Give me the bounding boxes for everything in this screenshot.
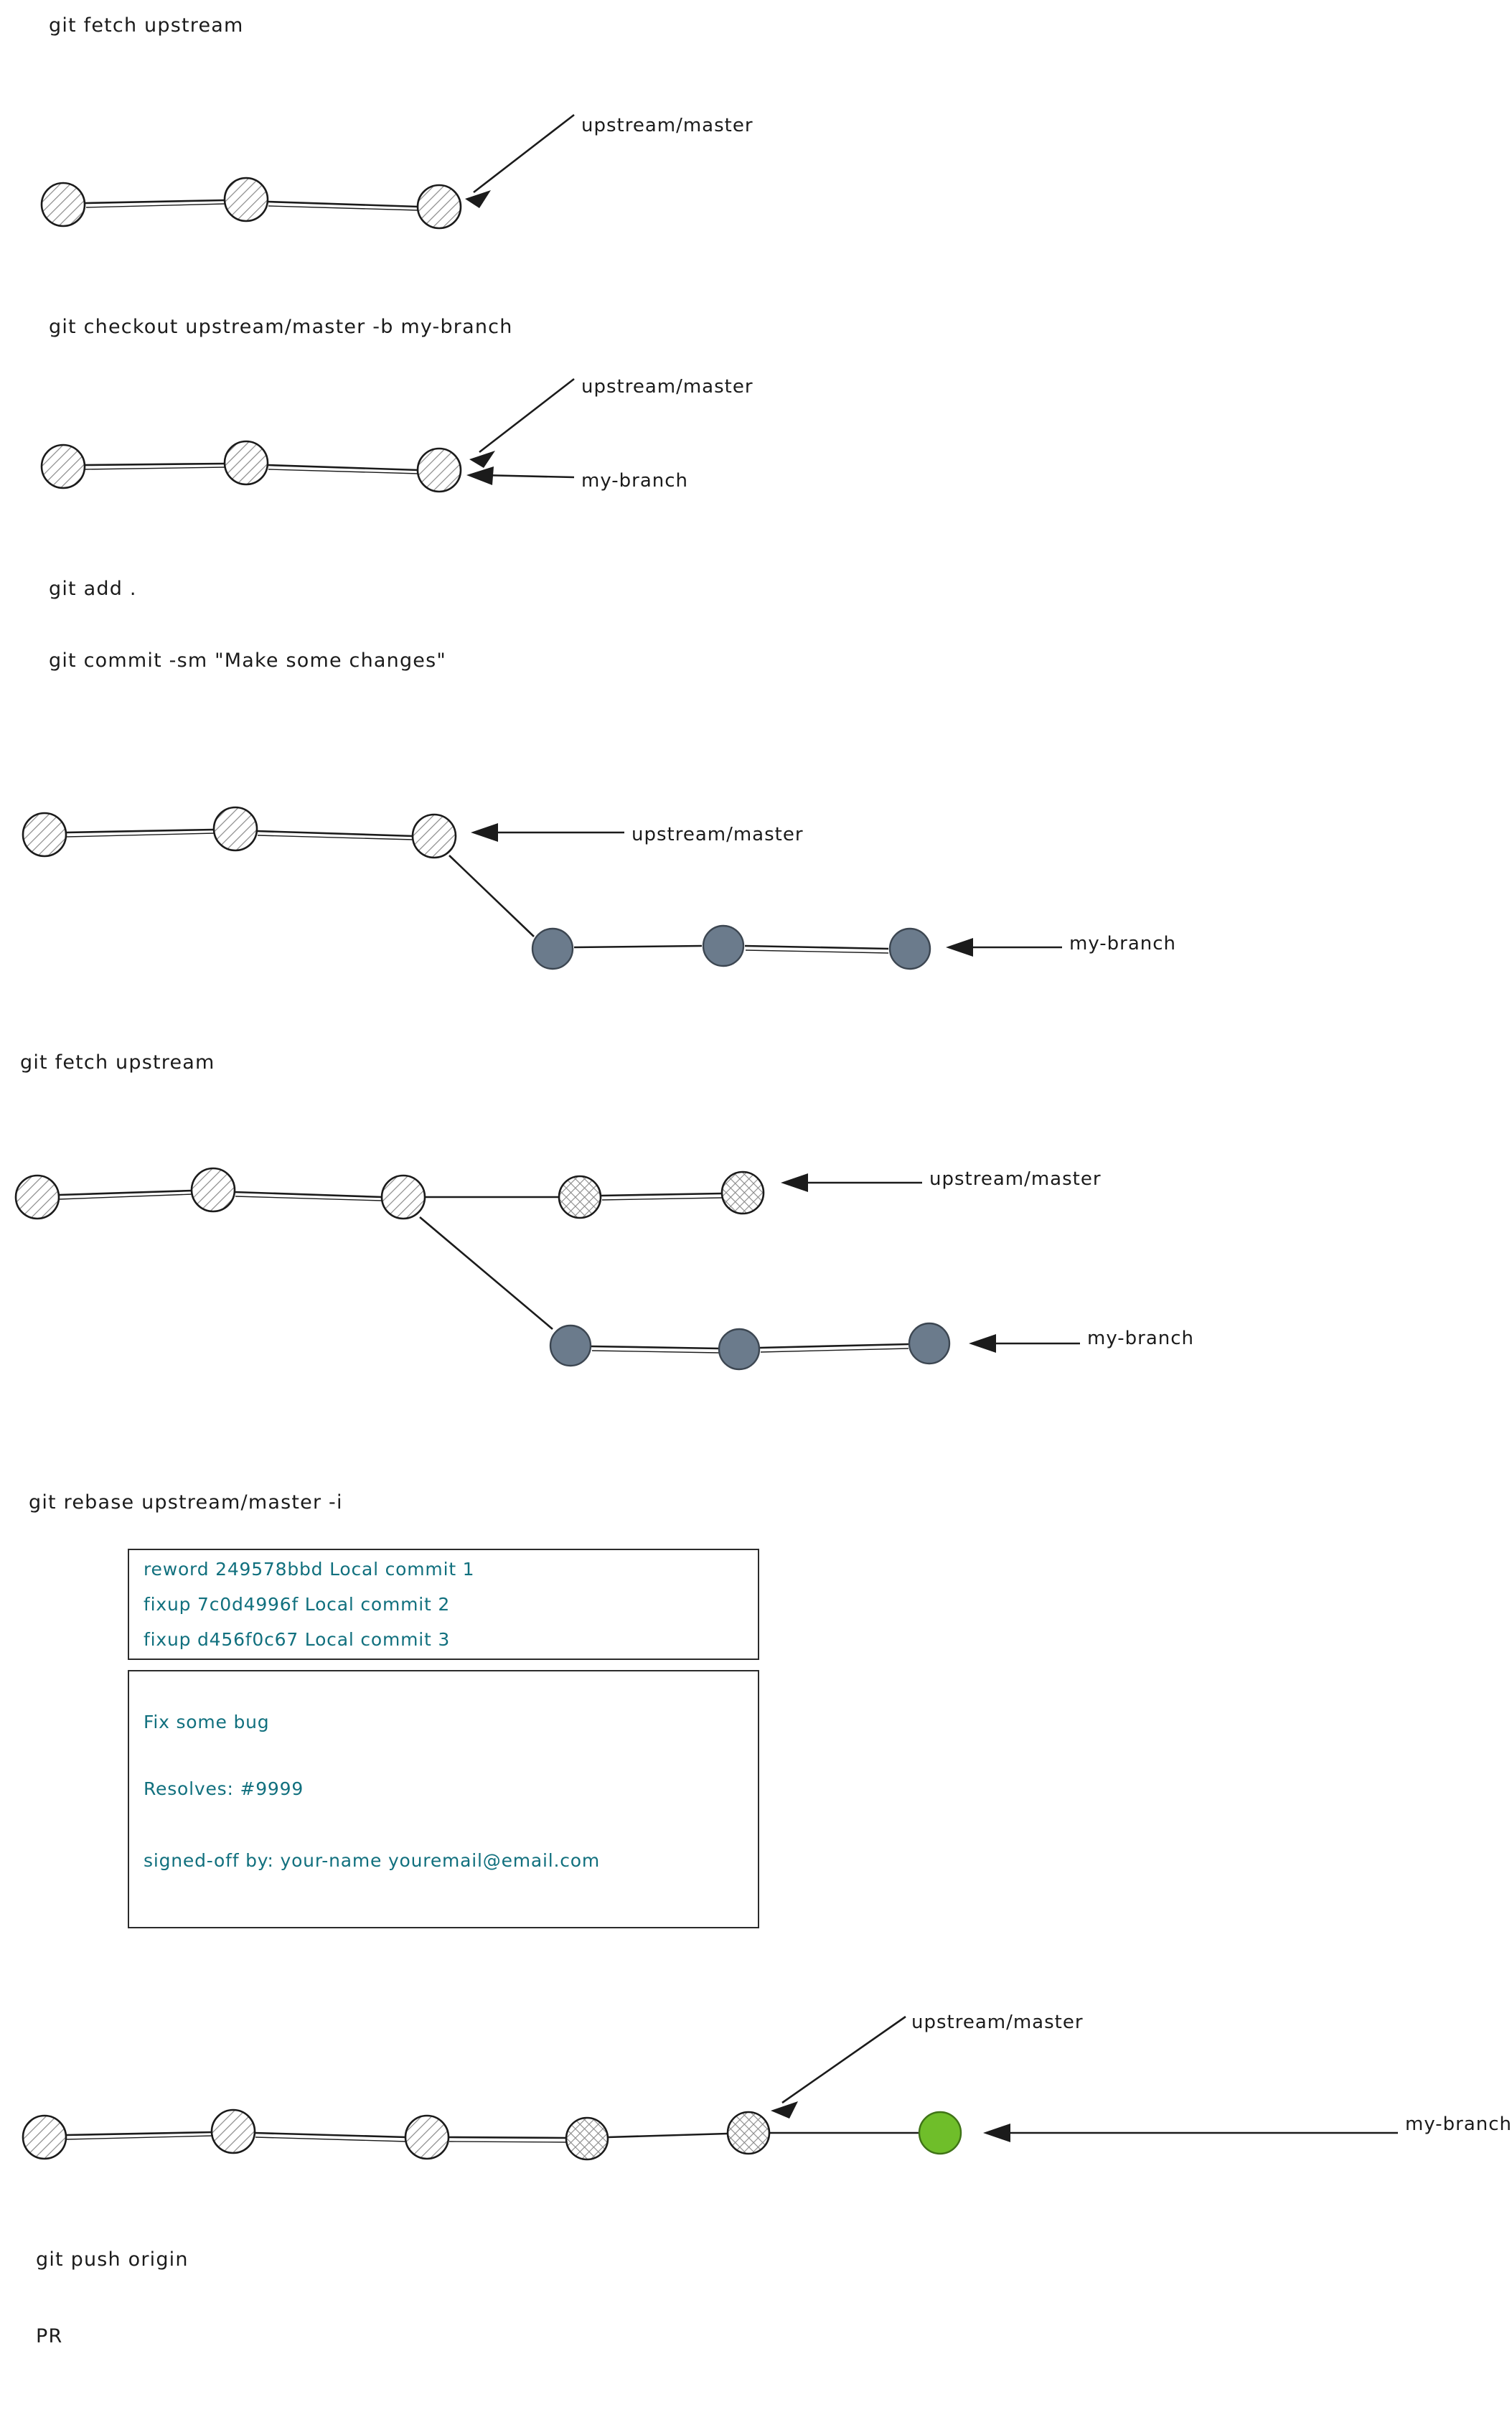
commit-node-hatched xyxy=(192,1168,235,1211)
commit-node-hatched xyxy=(225,178,268,221)
commit-node-crosshatched xyxy=(559,1176,601,1218)
label-upstream-master-4: upstream/master xyxy=(929,1168,1102,1190)
label-upstream-master-2: upstream/master xyxy=(581,376,753,398)
commit-node-hatched xyxy=(413,815,456,858)
rebase-todo-line-1: reword 249578bbd Local commit 1 xyxy=(144,1559,475,1580)
row2-nodes xyxy=(42,441,461,492)
commit-node-hatched xyxy=(23,813,66,856)
row4-branch-edge xyxy=(420,1217,553,1329)
commit-message-signoff: signed-off by: your-name youremail@email.com xyxy=(144,1850,601,1871)
step-git-fetch-upstream-2: git fetch upstream xyxy=(20,1051,215,1074)
row2-arrow-upstream-master xyxy=(469,379,574,468)
commit-node-hatched xyxy=(16,1176,59,1219)
commit-node-my-branch xyxy=(919,2112,961,2154)
commit-node-local xyxy=(890,929,930,969)
row5-arrow-my-branch xyxy=(983,2124,1398,2142)
commit-message-resolves: Resolves: #9999 xyxy=(144,1778,304,1799)
commit-node-local xyxy=(909,1323,949,1364)
row5-nodes xyxy=(23,2110,961,2159)
step-git-checkout-branch: git checkout upstream/master -b my-branch xyxy=(49,316,513,338)
commit-node-hatched xyxy=(212,2110,255,2153)
step-git-rebase: git rebase upstream/master -i xyxy=(29,1491,343,1514)
row5-edges xyxy=(66,2132,919,2142)
commit-node-hatched xyxy=(405,2116,449,2159)
label-upstream-master-5: upstream/master xyxy=(911,2012,1084,2033)
row2-arrow-my-branch xyxy=(466,466,574,485)
row3-branch-edge xyxy=(449,855,534,937)
row4-arrow-my-branch xyxy=(969,1334,1080,1353)
commit-node-hatched xyxy=(225,441,268,484)
commit-node-hatched xyxy=(23,2116,66,2159)
commit-node-local xyxy=(719,1329,759,1369)
row1-arrow-upstream-master xyxy=(465,115,574,208)
label-my-branch-2: my-branch xyxy=(1069,933,1177,954)
commit-node-local xyxy=(703,926,743,966)
commit-node-hatched xyxy=(382,1176,425,1219)
label-my-branch-4: my-branch xyxy=(1405,2114,1512,2135)
step-pull-request: PR xyxy=(36,2325,63,2347)
label-upstream-master-1: upstream/master xyxy=(581,115,753,136)
step-git-push-origin: git push origin xyxy=(36,2248,189,2271)
step-git-add: git add . xyxy=(49,578,137,600)
commit-node-hatched xyxy=(418,185,461,228)
row3-arrow-my-branch xyxy=(946,938,1062,957)
commit-message-subject: Fix some bug xyxy=(144,1712,270,1732)
row4-arrow-upstream-master xyxy=(781,1173,922,1192)
commit-node-hatched xyxy=(214,807,257,850)
row3-arrow-upstream-master xyxy=(471,823,624,842)
commit-node-local xyxy=(532,929,573,969)
label-my-branch-3: my-branch xyxy=(1087,1328,1195,1349)
step-git-commit: git commit -sm "Make some changes" xyxy=(49,649,446,672)
row5-arrow-upstream-master xyxy=(771,2017,906,2119)
label-my-branch-1: my-branch xyxy=(581,470,689,492)
commit-node-hatched xyxy=(42,183,85,226)
commit-node-crosshatched xyxy=(722,1172,764,1214)
commit-node-local xyxy=(550,1326,591,1366)
commit-node-crosshatched xyxy=(566,2118,608,2159)
commit-node-hatched xyxy=(418,449,461,492)
commit-node-crosshatched xyxy=(728,2112,769,2154)
commit-node-hatched xyxy=(42,445,85,488)
step-git-fetch-upstream-1: git fetch upstream xyxy=(49,14,244,37)
rebase-todo-line-3: fixup d456f0c67 Local commit 3 xyxy=(144,1629,451,1650)
label-upstream-master-3: upstream/master xyxy=(631,824,804,845)
rebase-todo-line-2: fixup 7c0d4996f Local commit 2 xyxy=(144,1594,451,1615)
